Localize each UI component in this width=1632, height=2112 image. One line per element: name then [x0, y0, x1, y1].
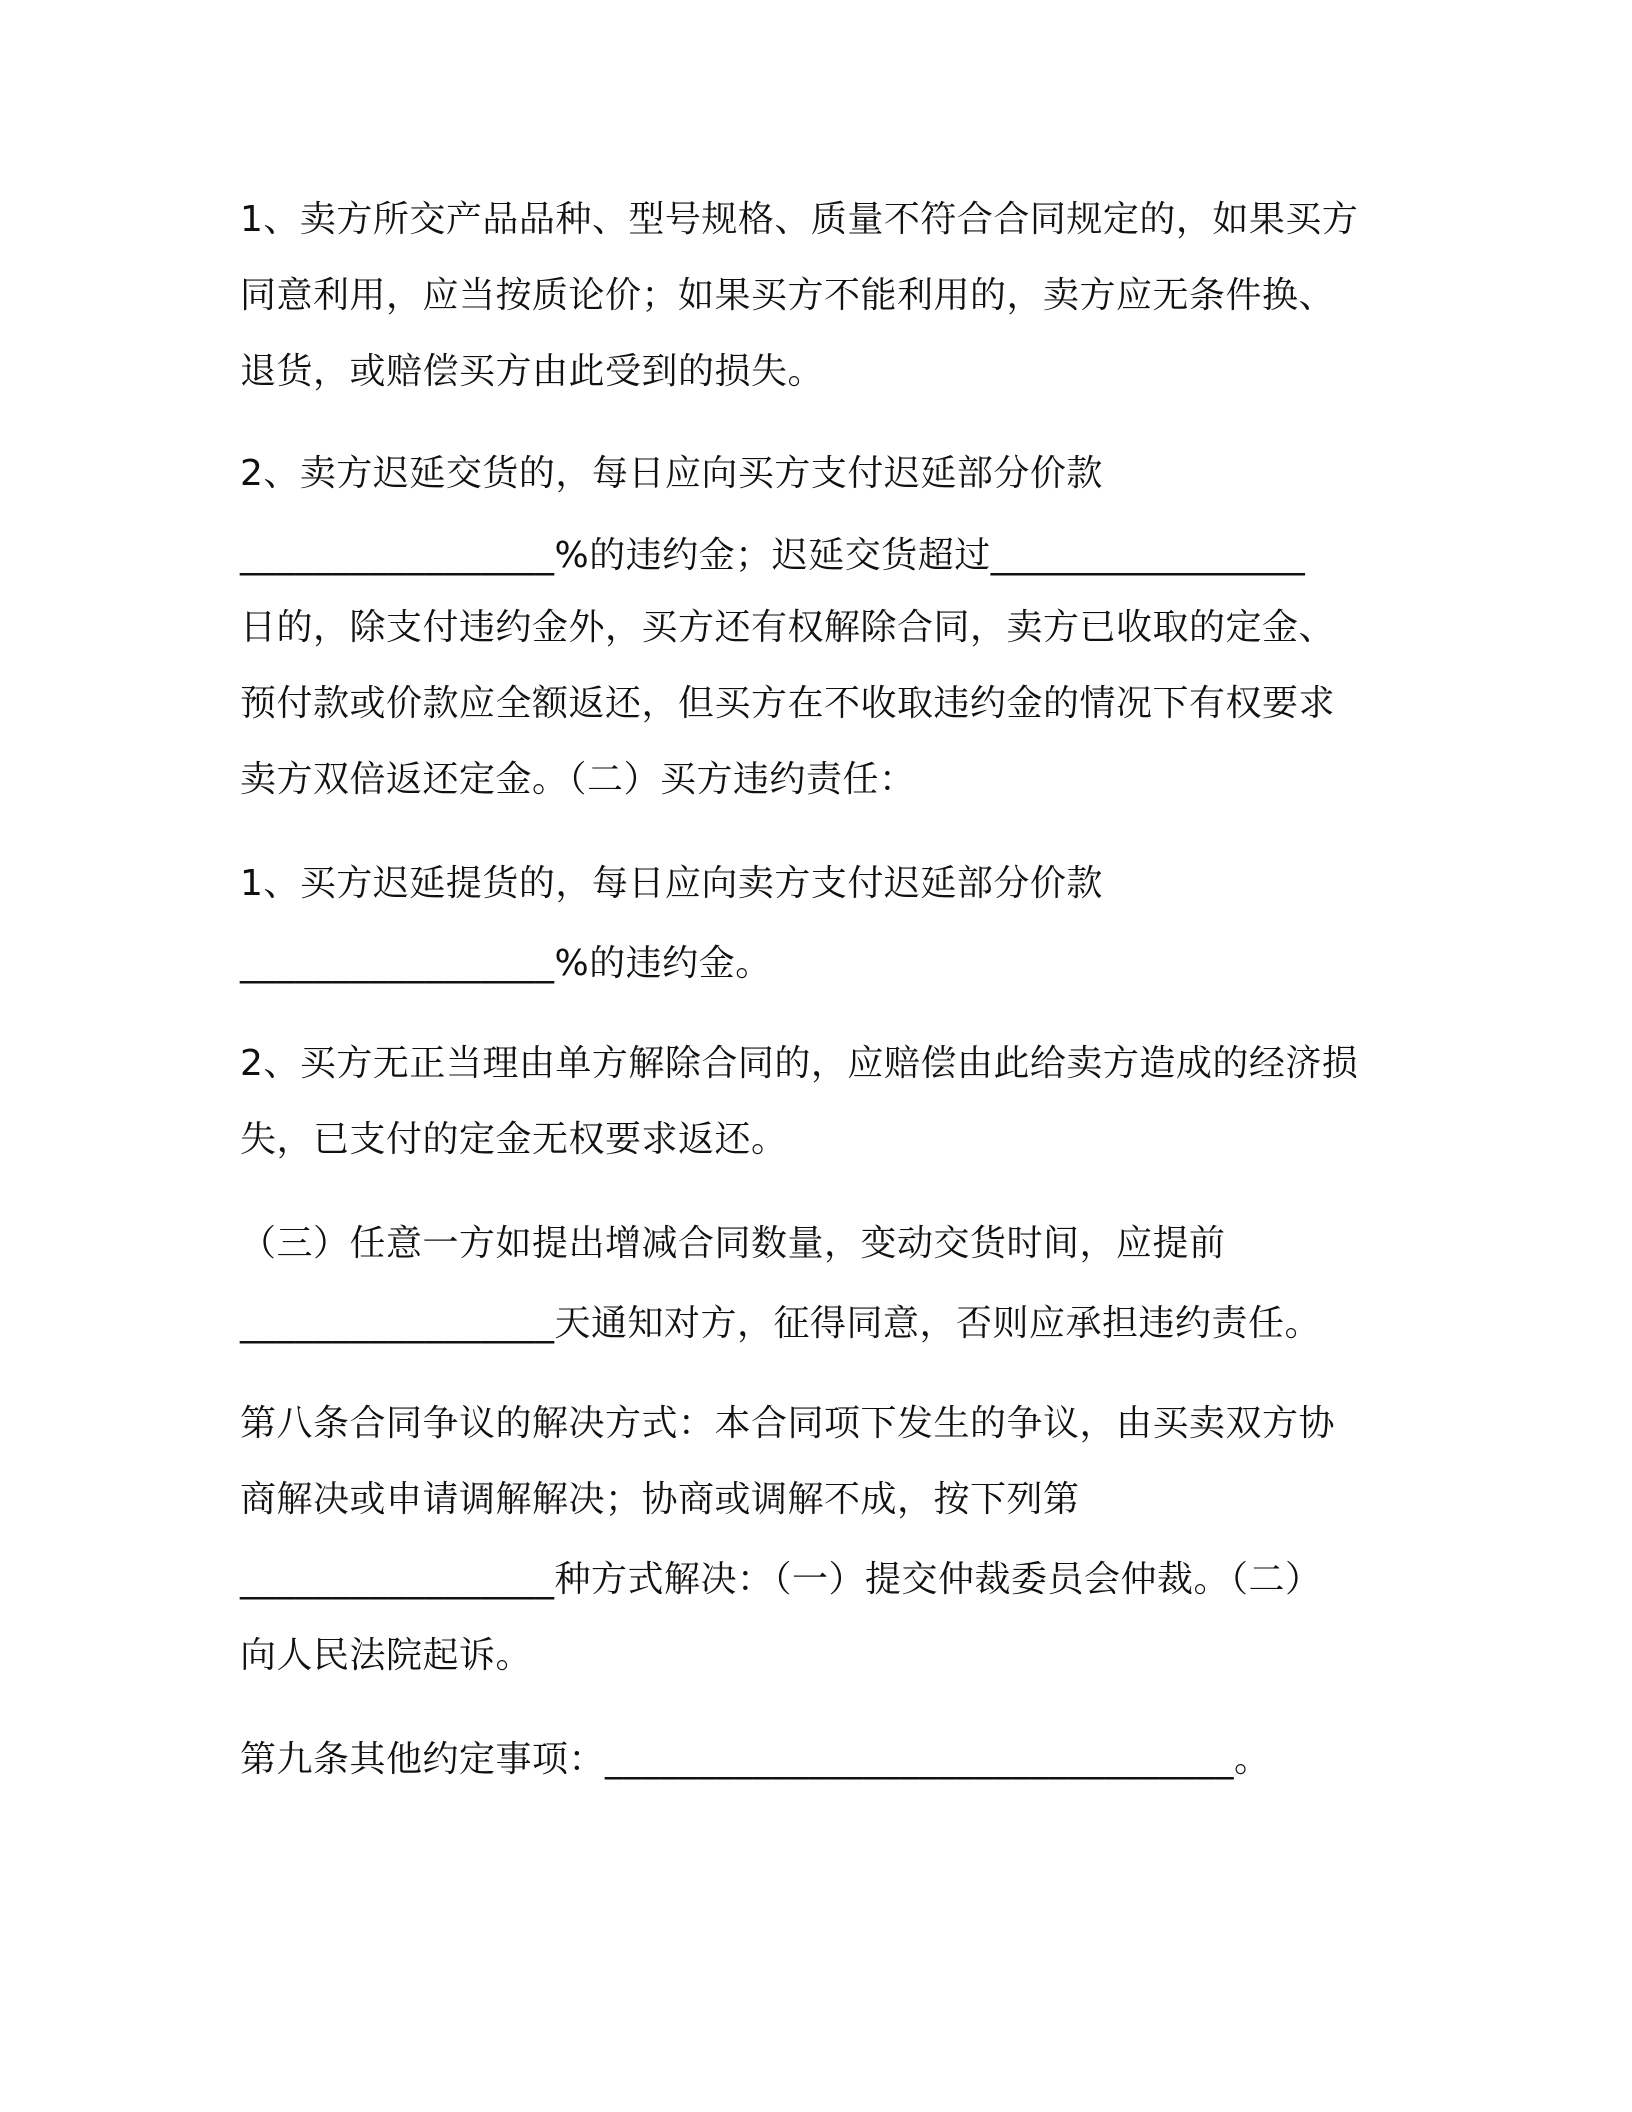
text-line: 退货，或赔偿买方由此受到的损失。	[240, 351, 825, 392]
text-line: （三）任意一方如提出增减合同数量，变动交货时间，应提前	[240, 1223, 1226, 1264]
text-line: 向人民法院起诉。	[240, 1635, 533, 1676]
text-line: 2、买方无正当理由单方解除合同的，应赔偿由此给卖方造成的经济损	[240, 1043, 1359, 1084]
text-line: _________________%的违约金；迟延交货超过_________________	[240, 535, 1306, 576]
text-line: _________________天通知对方，征得同意，否则应承担违约责任。	[240, 1303, 1322, 1344]
text-line: 预付款或价款应全额返还，但买方在不收取违约金的情况下有权要求	[240, 683, 1336, 724]
text-line: 卖方双倍返还定金。（二）买方违约责任：	[240, 759, 916, 800]
text-line: 1、卖方所交产品品种、型号规格、质量不符合合同规定的，如果买方	[240, 199, 1359, 240]
text-line: 第八条合同争议的解决方式：本合同项下发生的争议，由买卖双方协	[240, 1403, 1336, 1444]
text-line: _________________%的违约金。	[240, 943, 772, 984]
text-line: 商解决或申请调解解决；协商或调解不成，按下列第	[240, 1479, 1080, 1520]
text-line: 失，已支付的定金无权要求返还。	[240, 1119, 788, 1160]
text-line: 1、买方迟延提货的，每日应向卖方支付迟延部分价款	[240, 863, 1103, 904]
text-line: 日的，除支付违约金外，买方还有权解除合同，卖方已收取的定金、	[240, 607, 1336, 648]
text-line: 2、卖方迟延交货的，每日应向买方支付迟延部分价款	[240, 453, 1103, 494]
text-line: 第九条其他约定事项：__________________________________。	[240, 1739, 1271, 1780]
text-line: _________________种方式解决：（一）提交仲裁委员会仲裁。（二）	[240, 1559, 1322, 1600]
text-line: 同意利用，应当按质论价；如果买方不能利用的，卖方应无条件换、	[240, 275, 1336, 316]
